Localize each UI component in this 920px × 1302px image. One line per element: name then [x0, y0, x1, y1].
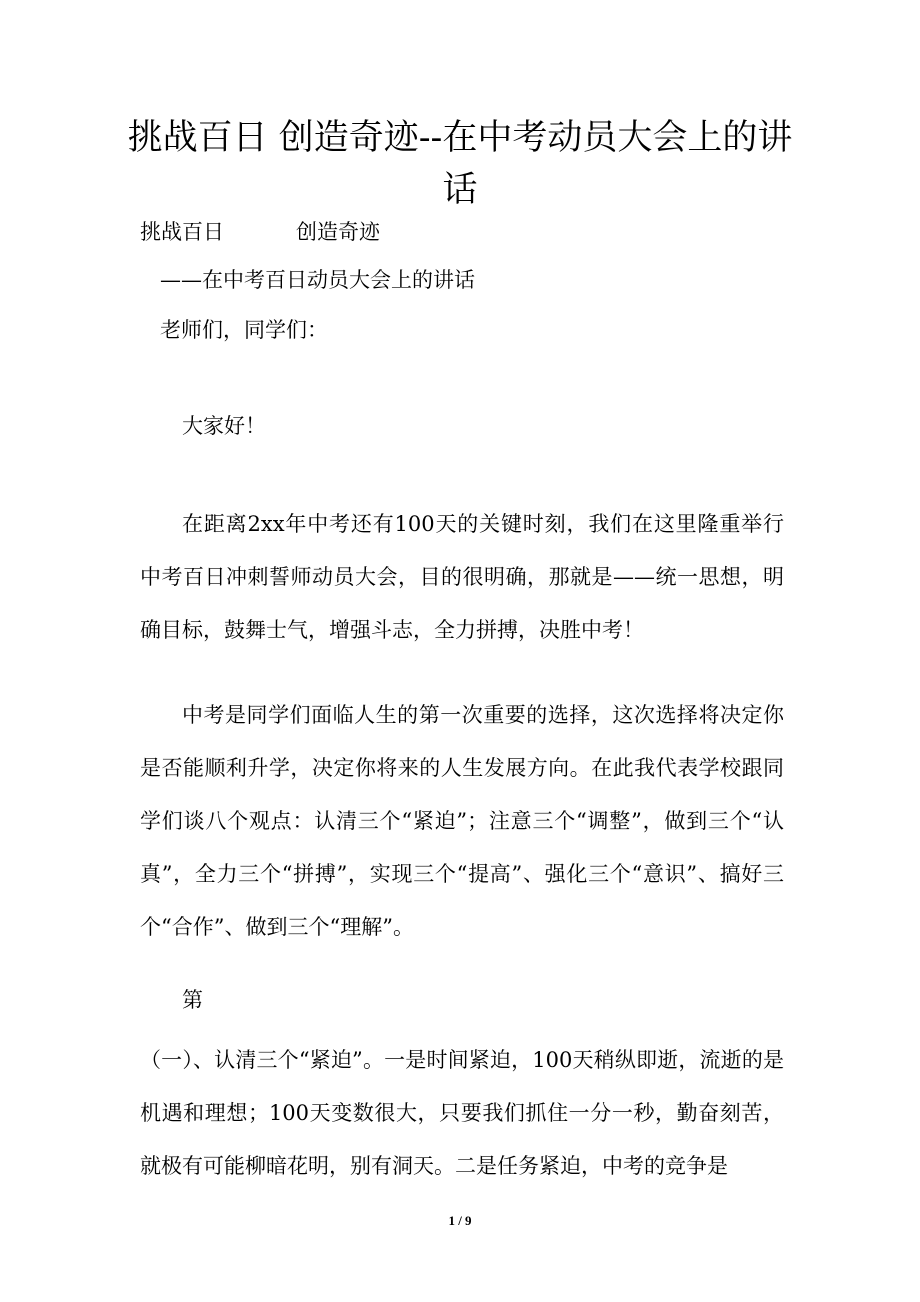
section-label: 第 [182, 988, 203, 1012]
salutation: 老师们，同学们： [160, 318, 328, 342]
document-title: 挑战百日 创造奇迹--在中考动员大会上的讲话 [127, 118, 793, 210]
subtitle-line-1 [140, 216, 380, 248]
page-indicator: 1 / 9 [448, 1213, 472, 1228]
body-paragraph: 在距离2xx年中考还有100天的关键时刻，我们在这里隆重举行中考百日冲刺誓师动员大会，目的很明确，那就是——统一思想，明确目标，鼓舞士气，增强斗志，全力拼搏，决胜中考！ [140, 512, 784, 642]
body-paragraph: 中考是同学们面临人生的第一次重要的选择，这次选择将决定你是否能顺利升学，决定你将来的人生发展方向。在此我代表学校跟同学们谈八个观点：认清三个“紧迫”；注意三个“调整”，做到三个“认真”，全力三个“拼搏”，实现三个“提高”、强化三个“意识”、搞好三个“合作”、做到三个“理解”。 [140, 703, 784, 939]
section-paragraph: （一）、认清三个“紧迫”。一是时间紧迫，100天稍纵即逝，流逝的是机遇和理想；100天变数很大，只要我们抓住一分一秒，勤奋刻苦，就极有可能柳暗花明，别有洞天。二是任务紧迫，中考的竞争是 [140, 1048, 784, 1178]
subtitle-part-1: 挑战百日 [140, 220, 224, 244]
subtitle-line-2: ——在中考百日动员大会上的讲话 [160, 268, 475, 292]
greeting: 大家好！ [182, 414, 266, 438]
subtitle-part-2: 创造奇迹 [296, 220, 380, 244]
